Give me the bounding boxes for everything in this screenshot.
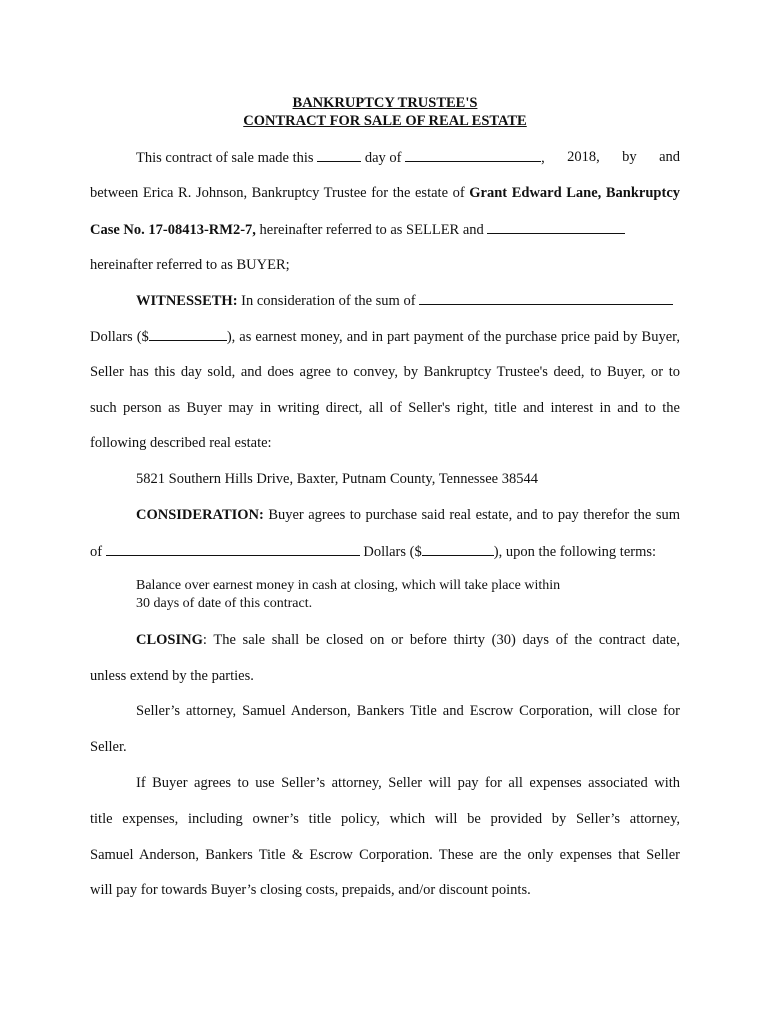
expenses-line-1: If Buyer agrees to use Seller’s attorney, Seller will pay for all expenses associated with — [136, 775, 680, 791]
earnest-text: ), as earnest money, and in part payment of the purchase price paid by Buyer, — [226, 329, 681, 345]
trustee-text: between Erica R. Johnson, Bankruptcy Trustee for the estate of — [90, 185, 465, 201]
witnesseth-line-5: following described real estate: — [90, 435, 272, 451]
terms-line-1: Balance over earnest money in cash at closing, which will take place within — [136, 578, 561, 593]
witnesseth-line-3: Seller has this day sold, and does agree to convey, by Bankruptcy Trustee's deed, to Buyer, or to — [90, 364, 680, 380]
property-address: 5821 Southern Hills Drive, Baxter, Putnam County, Tennessee 38544 — [136, 471, 538, 487]
intro-line-3 — [90, 220, 680, 239]
expenses-line-3: Samuel Anderson, Bankers Title & Escrow Corporation. These are the only expenses that Seller — [90, 847, 680, 863]
seller-text: hereinafter referred to as SELLER and — [259, 222, 484, 238]
witnesseth-text: In consideration of the sum of — [241, 293, 416, 309]
intro-and: and — [659, 149, 680, 165]
title-line-1: BANKRUPTCY TRUSTEE'S — [292, 95, 478, 111]
attorney-line-1: Seller’s attorney, Samuel Anderson, Bankers Title and Escrow Corporation, will close for — [136, 703, 680, 719]
closing-label: CLOSING — [136, 632, 203, 648]
intro-line-2 — [90, 184, 680, 202]
price-number-blank — [422, 542, 494, 556]
intro-line-1 — [90, 148, 680, 167]
price-dollars-text: Dollars ($ — [363, 544, 422, 560]
closing-line-2: unless extend by the parties. — [90, 668, 254, 684]
witnesseth-line-4: such person as Buyer may in writing direct, all of Seller's right, title and interest in and to the — [90, 400, 680, 416]
expenses-line-4: will pay for towards Buyer’s closing costs, prepaids, and/or discount points. — [90, 882, 531, 898]
earnest-blank — [149, 327, 227, 341]
intro-day-of: day of — [364, 150, 402, 166]
buyer-blank — [487, 220, 625, 234]
witnesseth-line-2 — [90, 327, 680, 346]
intro-text: This contract of sale made this — [136, 150, 314, 166]
closing-line-1 — [90, 631, 680, 649]
month-blank — [405, 148, 541, 162]
consideration-line-2 — [90, 542, 680, 561]
expenses-line-2: title expenses, including owner’s title policy, which will be provided by Seller’s attorney, — [90, 811, 680, 827]
title-line-2: CONTRACT FOR SALE OF REAL ESTATE — [243, 113, 527, 129]
attorney-line-2: Seller. — [90, 739, 127, 755]
intro-by: by — [622, 149, 637, 165]
sum-blank — [419, 291, 673, 305]
terms-intro: ), upon the following terms: — [493, 544, 657, 560]
consideration-line-1 — [90, 506, 680, 524]
price-blank — [106, 542, 360, 556]
witnesseth-label: WITNESSETH: — [136, 293, 238, 309]
of-text: of — [90, 544, 103, 560]
closing-text: : The sale shall be closed on or before thirty (30) days of the contract date, — [202, 632, 680, 648]
intro-comma: , — [541, 150, 545, 166]
case-number: Case No. 17-08413-RM2-7, — [90, 222, 256, 238]
debtor-name: Grant Edward Lane, Bankruptcy — [469, 185, 681, 201]
terms-line-2: 30 days of date of this contract. — [136, 596, 313, 611]
dollars-text: Dollars ($ — [90, 329, 149, 345]
day-blank — [317, 148, 361, 162]
consideration-label: CONSIDERATION: — [136, 507, 264, 523]
consideration-text: Buyer agrees to purchase said real estate, and to pay therefor the sum — [268, 507, 680, 523]
intro-line-4: hereinafter referred to as BUYER; — [90, 257, 290, 273]
intro-year: 2018, — [567, 149, 600, 165]
witnesseth-line-1 — [90, 291, 680, 310]
